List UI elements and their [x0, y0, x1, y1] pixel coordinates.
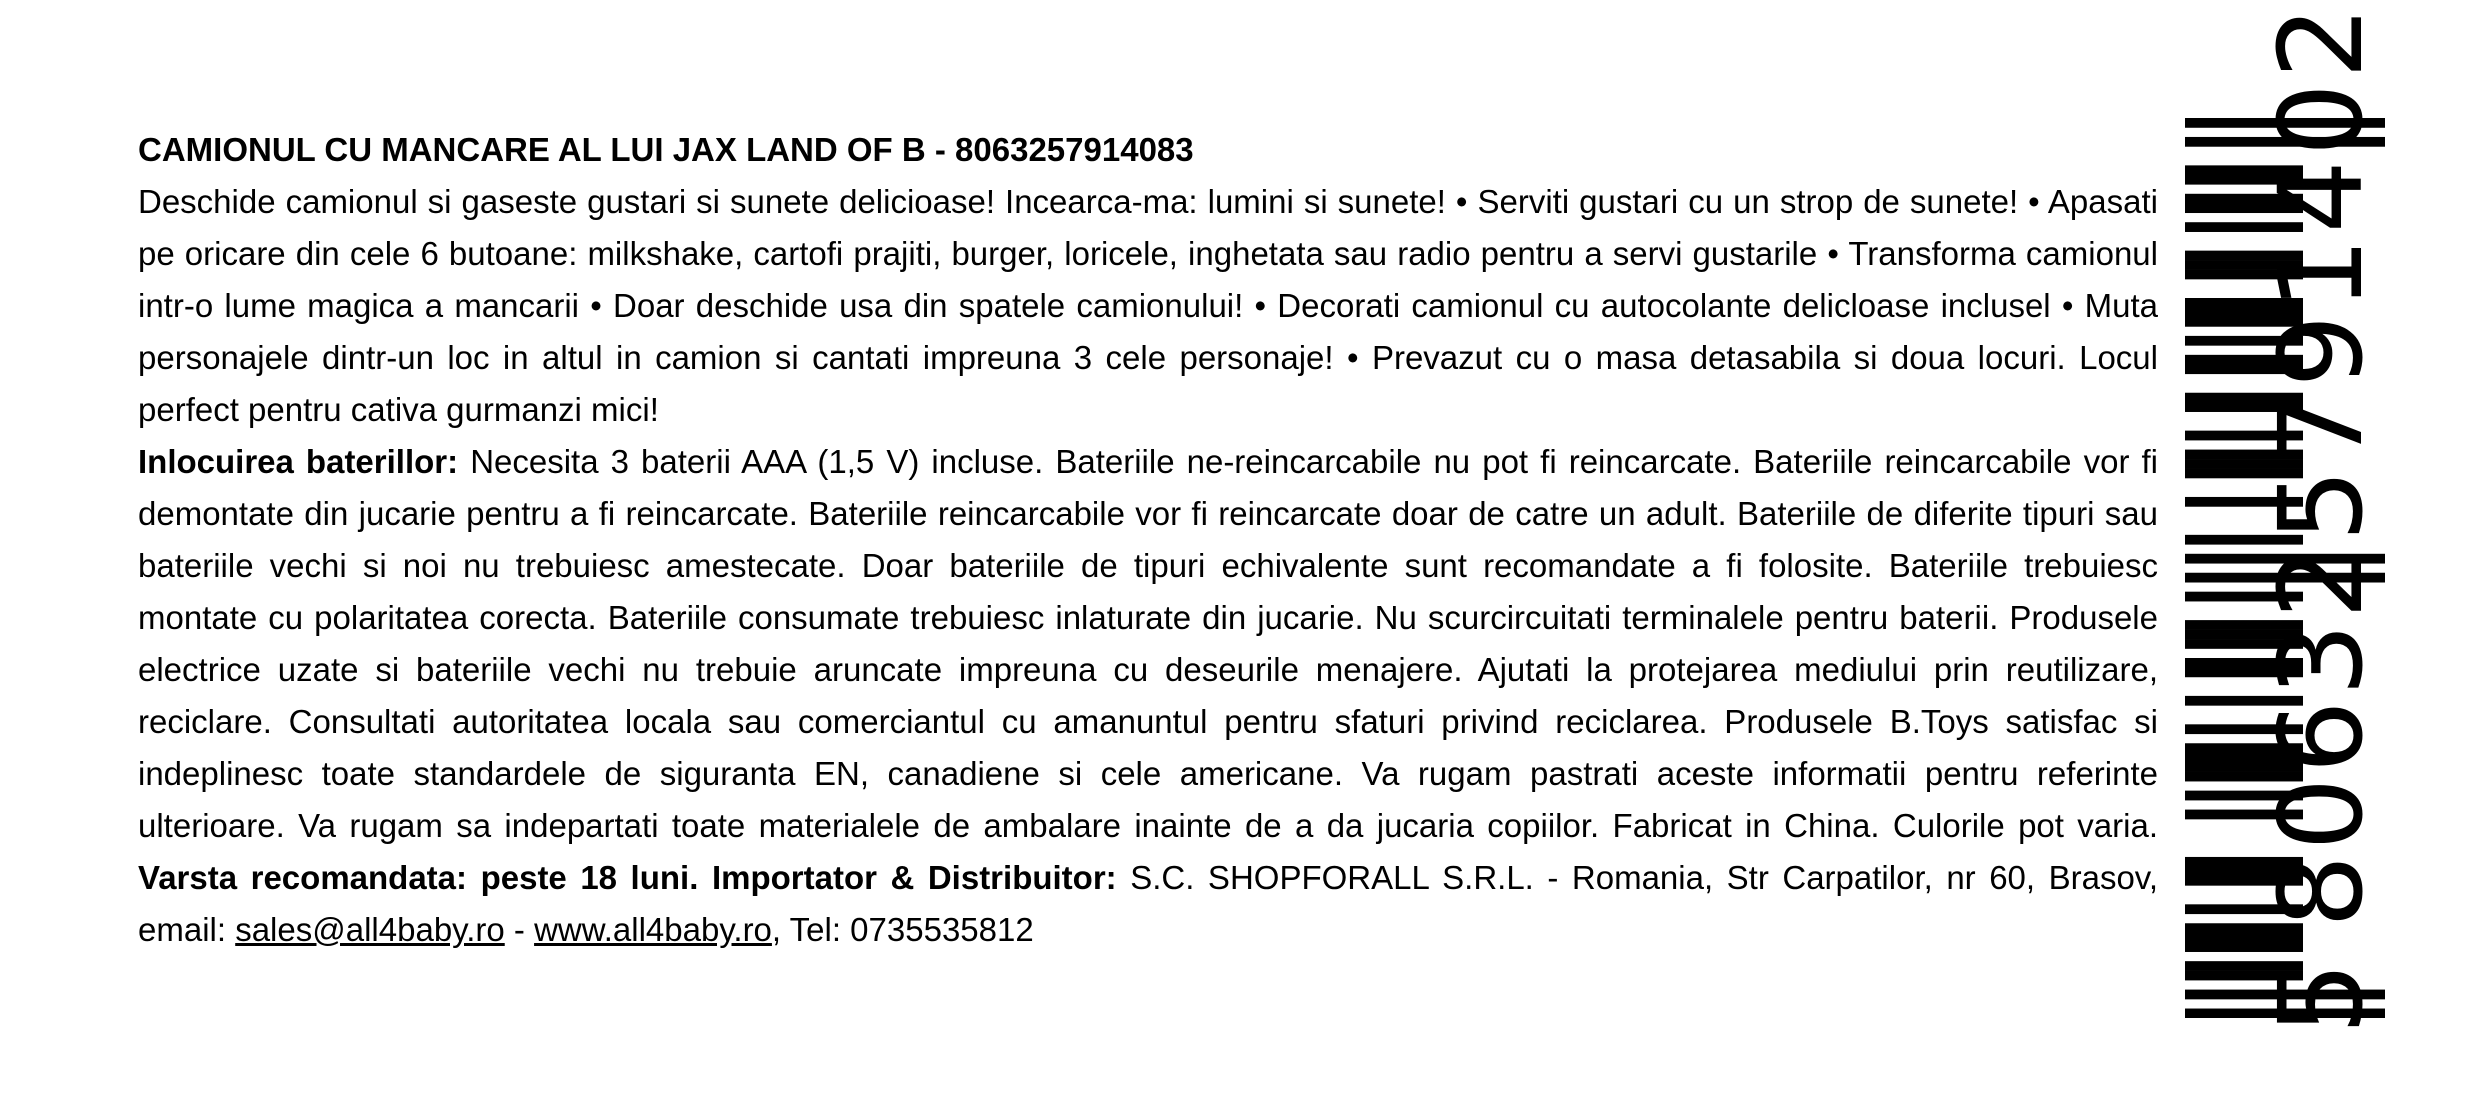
- email-link[interactable]: sales@all4baby.ro: [235, 911, 505, 948]
- batteries-heading: Inlocuirea baterillor:: [138, 443, 459, 480]
- phone-text: , Tel: 0735535812: [771, 911, 1034, 948]
- importer-label: Importator & Distribuitor:: [711, 859, 1117, 896]
- product-title: CAMIONUL CU MANCARE AL LUI JAX LAND OF B - 8063257914083: [138, 131, 1194, 168]
- product-info-paragraph: [138, 436, 2158, 956]
- product-label-text: [138, 124, 2158, 956]
- age-label: Varsta recomandata:: [138, 859, 468, 896]
- website-link[interactable]: www.all4baby.ro: [534, 911, 772, 948]
- barcode-first-digit: 5: [2255, 957, 2389, 1035]
- barcode-rest-digits: 806325791402: [2255, 1, 2389, 928]
- age-value: peste 18 luni.: [480, 859, 699, 896]
- batteries-text: Necesita 3 baterii AAA (1,5 V) incluse. Bateriile ne-reincarcabile nu pot fi reincarcate. Bateriile reincarcabile vor fi demontate din jucarie pentru a fi reincarcate. Bateriile reincarcabile vor fi reincarcate doar de catre un adult. Bateriile de diferite tipuri sau bateriile vechi si noi nu trebuiesc amestecate. Doar bateriile de tipuri echivalente sunt recomandate a fi folosite. Bateriile trebuiesc montate cu polaritatea corecta. Bateriile consumate trebuiesc inlaturate din jucarie. Nu scurcircuitati terminalele pentru baterii. Produsele electrice uzate si bateriile vechi nu trebuie aruncate impreuna cu deseurile menajere. Ajutati la protejarea mediului prin reutilizare, reciclare. Consultati autoritatea locala sau comerciantul cu amanuntul pentru sfaturi privind reciclarea. Produsele B.Toys satisfac si indeplinesc toate standardele de siguranta EN, canadiene si cele americane. Va rugam pastrati aceste informatii pentru referinte ulterioare. Va rugam sa indepartati toate materialele de ambalare inainte de a da jucaria copiilor. Fabricat in China. Culorile pot varia.: [138, 443, 2158, 844]
- link-separator: -: [513, 911, 525, 948]
- product-description: Deschide camionul si gaseste gustari si sunete delicioase! Incearca-ma: lumini si sunete! • Serviti gustari cu un strop de sunete! • Apasati pe oricare din cele 6 butoane: milkshake, cartofi prajiti, burger, loricele, inghetata sau radio pentru a servi gustarile • Transforma camionul intr-o lume magica a mancarii • Doar deschide usa din spatele camionului! • Decorati camionul cu autocolante delicloase inclusel • Muta personajele dintr-un loc in altul in camion si cantati impreuna 3 cele personaje! • Prevazut cu o masa detasabila si doua locuri. Locul perfect pentru cativa gurmanzi mici!: [138, 183, 2158, 428]
- importer-details: S.C. SHOPFORALL S.R.L. - Romania, Str Carpatilor, nr 60, Brasov, email:: [138, 859, 2159, 948]
- barcode-number: [2255, 1, 2389, 1035]
